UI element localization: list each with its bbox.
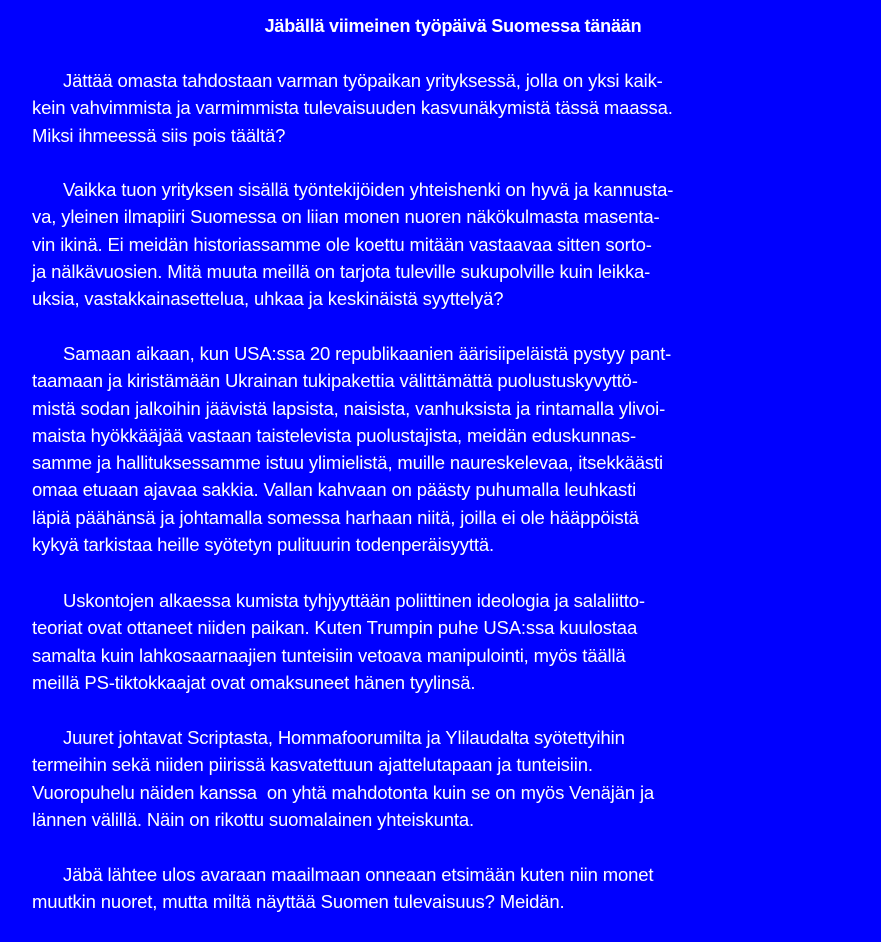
text-line: taamaan ja kiristämään Ukrainan tukipakettia välittämättä puolustuskyvyttö- — [32, 370, 638, 392]
text-line: Vuoropuhelu näiden kanssa on yhtä mahdotonta kuin se on myös Venäjän ja — [32, 781, 655, 803]
paragraph-3 — [32, 340, 872, 558]
text-line: teoriat ovat ottaneet niiden paikan. Kuten Trumpin puhe USA:ssa kuulostaa — [32, 617, 638, 639]
paragraph-1 — [32, 67, 872, 149]
text-line: uksia, vastakkainasettelua, uhkaa ja keskinäistä syyttelyä? — [32, 288, 504, 310]
text-line: Samaan aikaan, kun USA:ssa 20 republikaanien äärisiipeläistä pystyy pant- — [63, 343, 672, 364]
text-line: omaa etuaan ajavaa sakkia. Vallan kahvaan on päästy puhumalla leuhkasti — [32, 479, 637, 501]
text-line: meillä PS-tiktokkaajat ovat omaksuneet hänen tyylinsä. — [32, 671, 476, 693]
text-line: termeihin sekä niiden piirissä kasvatettuun ajattelutapaan ja tunteisiin. — [32, 754, 593, 776]
document-title: Jäbällä viimeinen työpäivä Suomessa tänään — [264, 16, 642, 36]
paragraph-6 — [32, 861, 872, 916]
text-line: kykyä tarkistaa heille syötetyn pulituurin todenperäisyyttä. — [32, 534, 494, 556]
text-line: maista hyökkääjää vastaan taistelevista puolustajista, meidän eduskunnas- — [32, 424, 637, 446]
text-line: Juuret johtavat Scriptasta, Hommafoorumilta ja Ylilaudalta syötettyihin — [63, 727, 625, 748]
text-line: lännen välillä. Näin on rikottu suomalainen yhteiskunta. — [32, 808, 475, 830]
text-line: samme ja hallituksessamme istuu ylimielistä, muille naureskelevaa, itsekkäästi — [32, 452, 663, 474]
text-line: Jättää omasta tahdostaan varman työpaikan yrityksessä, jolla on yksi kaik- — [63, 70, 663, 91]
text-line: Vaikka tuon yrityksen sisällä työntekijöiden yhteishenki on hyvä ja kannusta- — [63, 179, 674, 200]
text-line: va, yleinen ilmapiiri Suomessa on liian monen nuoren näkökulmasta masenta- — [32, 206, 660, 228]
text-line: mistä sodan jalkoihin jäävistä lapsista, naisista, vanhuksista ja rintamalla ylivoi- — [32, 397, 666, 419]
text-line: Uskontojen alkaessa kumista tyhjyyttään poliittinen ideologia ja salaliitto- — [63, 590, 645, 611]
paragraph-2 — [32, 176, 872, 312]
text-line: vin ikinä. Ei meidän historiassamme ole koettu mitään vastaavaa sitten sorto- — [32, 233, 652, 255]
text-line: muutkin nuoret, mutta miltä näyttää Suomen tulevaisuus? Meidän. — [32, 891, 565, 913]
text-line: samalta kuin lahkosaarnaajien tunteisiin vetoava manipulointi, myös täällä — [32, 644, 626, 666]
text-line: Jäbä lähtee ulos avaraan maailmaan onneaan etsimään kuten niin monet — [63, 864, 654, 885]
text-line: kein vahvimmista ja varmimmista tulevaisuuden kasvunäkymistä tässä maassa. — [32, 97, 673, 119]
text-line: ja nälkävuosien. Mitä muuta meillä on tarjota tuleville sukupolville kuin leikka- — [32, 260, 651, 282]
text-line: läpiä päähänsä ja johtamalla somessa harhaan niitä, joilla ei ole hääppöistä — [32, 506, 639, 528]
paragraph-5 — [32, 724, 872, 833]
paragraph-4 — [32, 587, 872, 696]
text-line: Miksi ihmeessä siis pois täältä? — [32, 124, 286, 146]
